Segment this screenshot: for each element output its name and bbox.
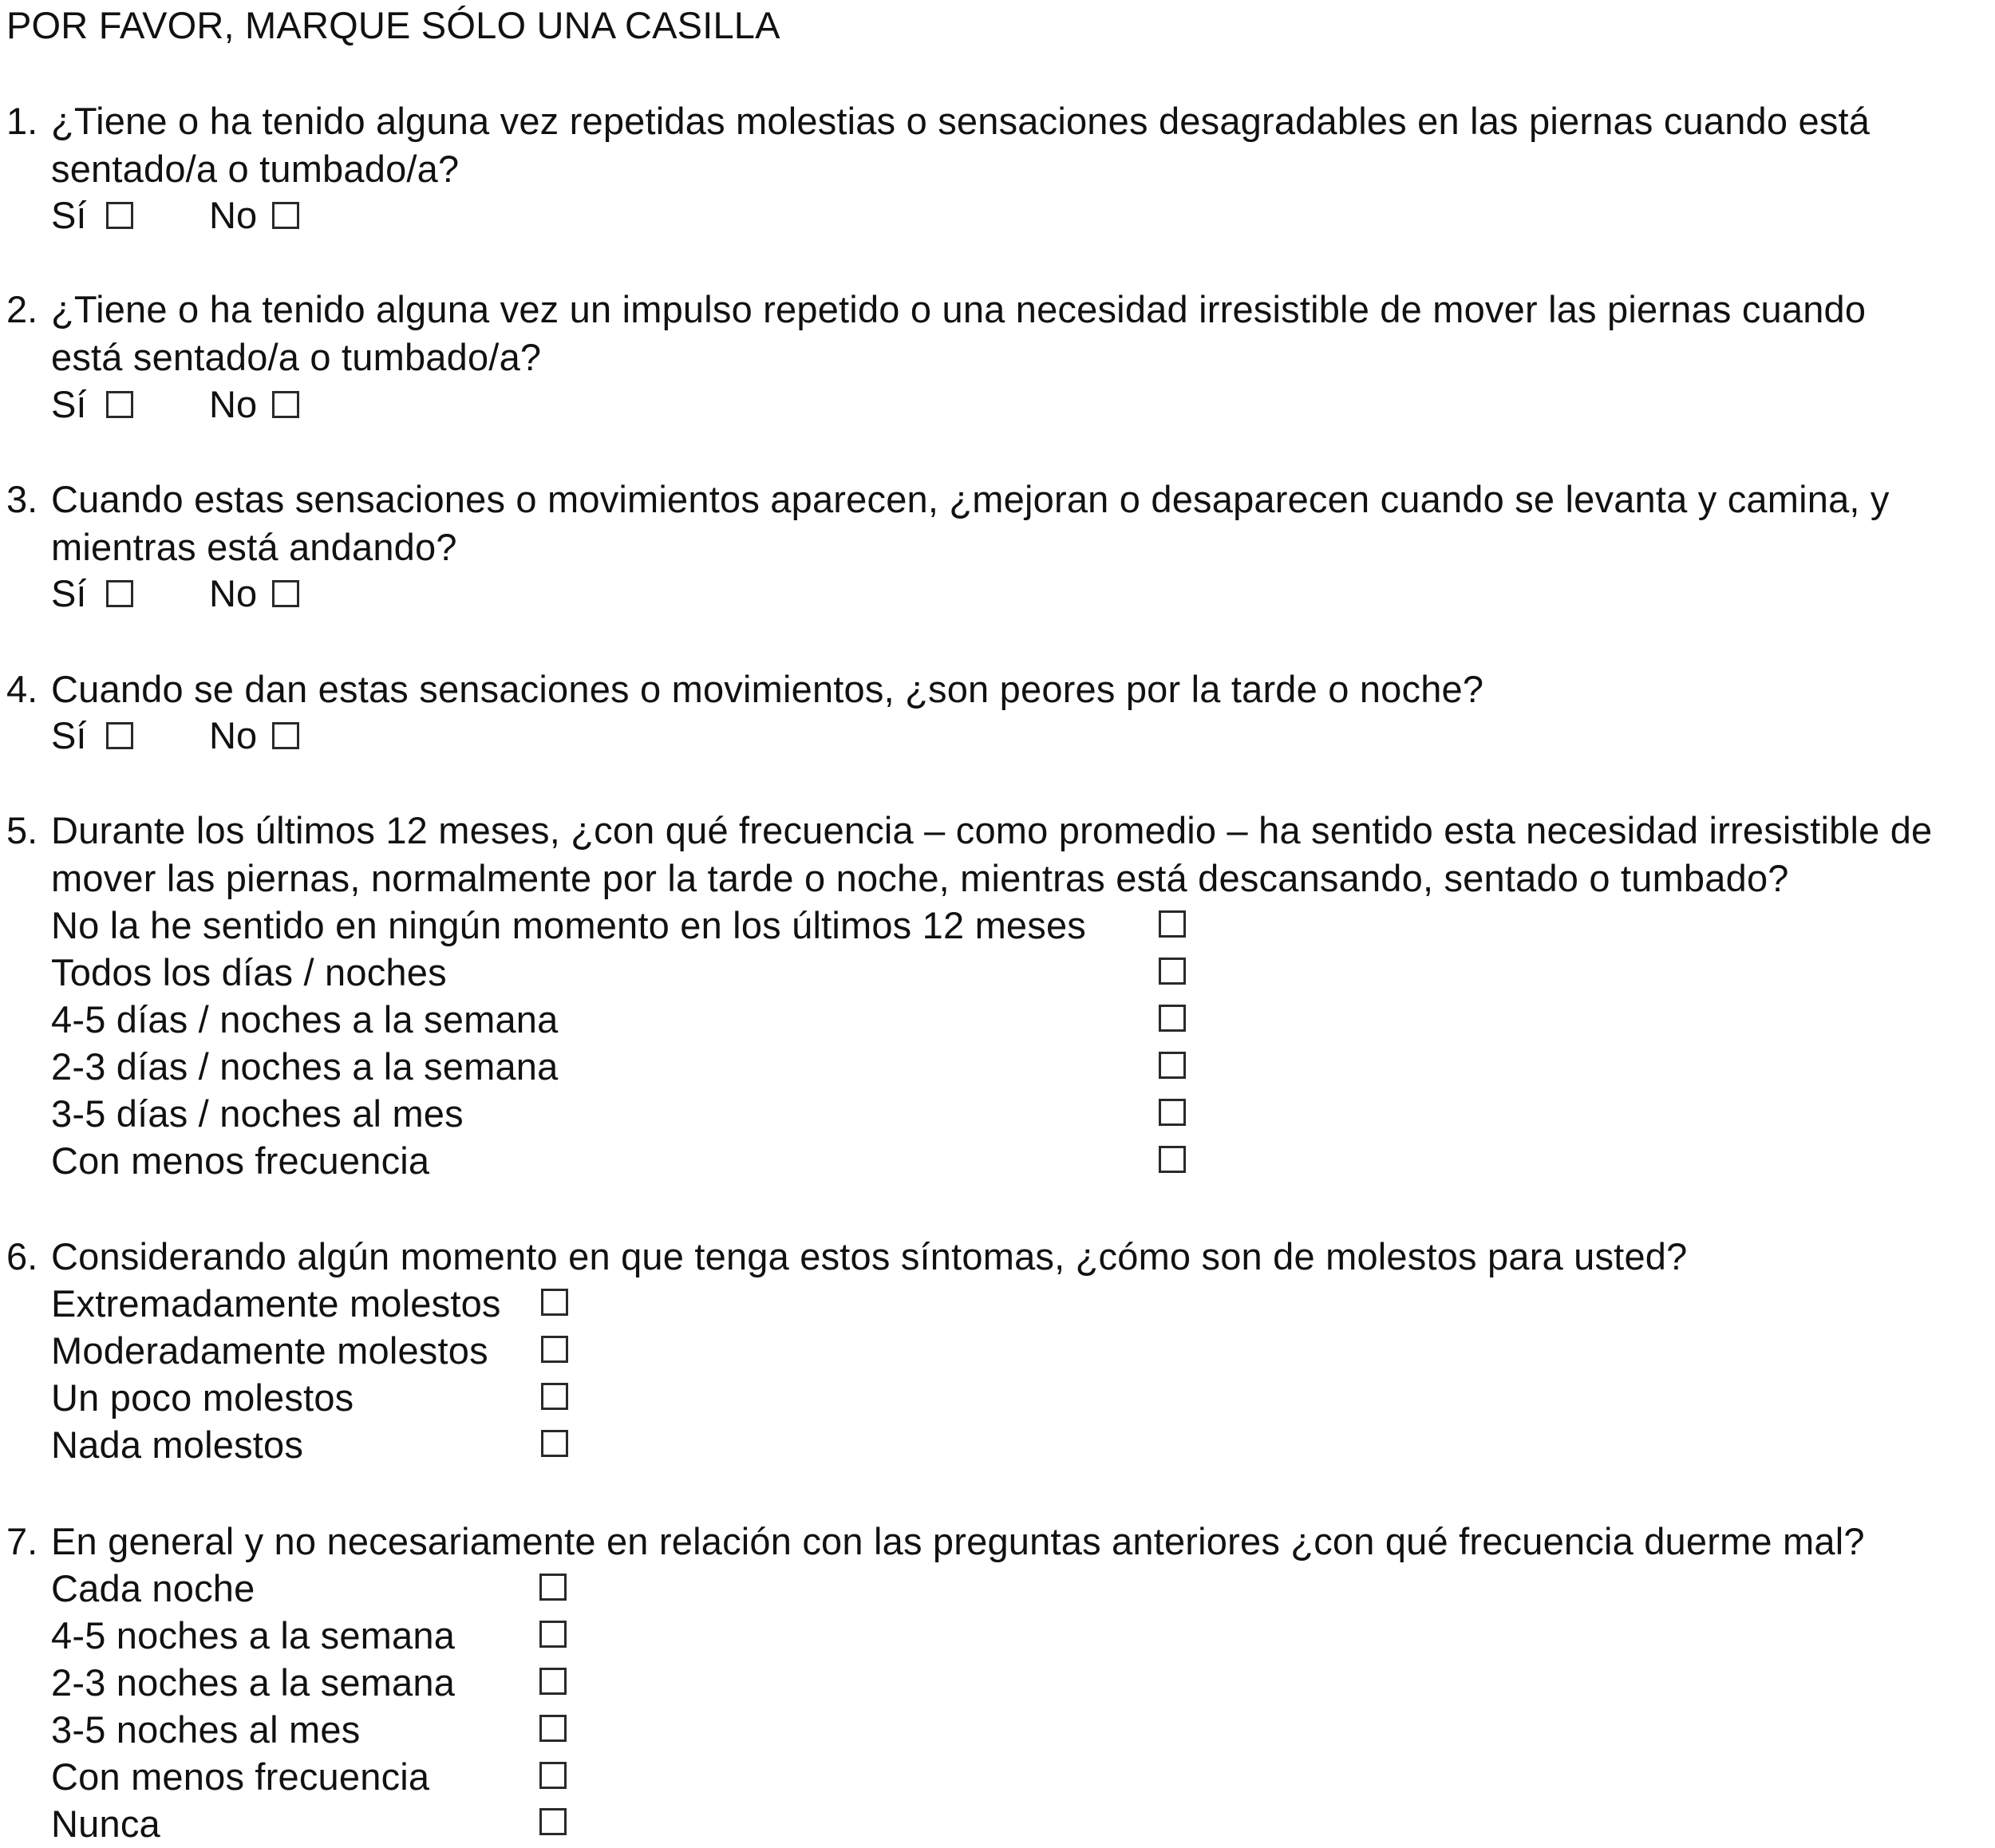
- yes-label: Sí: [51, 194, 87, 236]
- option-checkbox[interactable]: [1159, 958, 1186, 985]
- option-checkbox[interactable]: [541, 1430, 568, 1457]
- option-label: 4-5 días / noches a la semana: [51, 998, 559, 1040]
- option-checkbox[interactable]: [539, 1621, 567, 1648]
- option-label: Extremadamente molestos: [51, 1282, 501, 1325]
- question-number: 4.: [6, 668, 38, 710]
- option-label: 3-5 días / noches al mes: [51, 1092, 464, 1135]
- option-checkbox[interactable]: [541, 1336, 568, 1363]
- question-number: 7.: [6, 1520, 38, 1562]
- option-checkbox[interactable]: [1159, 1005, 1186, 1032]
- yes-checkbox[interactable]: [106, 580, 133, 607]
- option-label: 3-5 noches al mes: [51, 1708, 361, 1751]
- option-label: Nunca: [51, 1803, 160, 1845]
- no-label: No: [209, 194, 258, 236]
- question-text-line: está sentado/a o tumbado/a?: [51, 336, 542, 378]
- question-number: 1.: [6, 100, 38, 142]
- instruction-heading: POR FAVOR, MARQUE SÓLO UNA CASILLA: [6, 4, 780, 46]
- option-label: Moderadamente molestos: [51, 1329, 488, 1372]
- question-text-line: En general y no necesariamente en relación con las preguntas anteriores ¿con qué frecuencia duerme mal?: [51, 1520, 1865, 1562]
- option-checkbox[interactable]: [541, 1289, 568, 1316]
- question-number: 5.: [6, 809, 38, 851]
- no-checkbox[interactable]: [272, 391, 299, 418]
- option-label: Con menos frecuencia: [51, 1139, 430, 1182]
- option-checkbox[interactable]: [1159, 1052, 1186, 1079]
- no-checkbox[interactable]: [272, 580, 299, 607]
- question-text-line: ¿Tiene o ha tenido alguna vez un impulso repetido o una necesidad irresistible de mover las piernas cuando: [51, 288, 1867, 330]
- question-text-line: Cuando se dan estas sensaciones o movimientos, ¿son peores por la tarde o noche?: [51, 668, 1484, 710]
- yes-label: Sí: [51, 714, 87, 756]
- yes-checkbox[interactable]: [106, 722, 133, 749]
- option-checkbox[interactable]: [539, 1715, 567, 1742]
- option-label: 4-5 noches a la semana: [51, 1614, 456, 1656]
- option-checkbox[interactable]: [1159, 910, 1186, 938]
- question-text-line: mientras está andando?: [51, 526, 457, 568]
- option-label: No la he sentido en ningún momento en los últimos 12 meses: [51, 904, 1087, 946]
- question-text-line: sentado/a o tumbado/a?: [51, 148, 460, 190]
- no-checkbox[interactable]: [272, 202, 299, 229]
- yes-label: Sí: [51, 383, 87, 425]
- option-checkbox[interactable]: [1159, 1146, 1186, 1173]
- option-label: Nada molestos: [51, 1424, 304, 1466]
- question-text-line: Considerando algún momento en que tenga estos síntomas, ¿cómo son de molestos para usted?: [51, 1235, 1688, 1277]
- option-checkbox[interactable]: [539, 1808, 567, 1835]
- question-text-line: ¿Tiene o ha tenido alguna vez repetidas molestias o sensaciones desagradables en las piernas cuando está: [51, 100, 1871, 142]
- question-number: 3.: [6, 478, 38, 520]
- no-label: No: [209, 383, 258, 425]
- question-text-line: Cuando estas sensaciones o movimientos aparecen, ¿mejoran o desaparecen cuando se levanta y camina, y: [51, 478, 1890, 520]
- option-checkbox[interactable]: [541, 1383, 568, 1410]
- yes-label: Sí: [51, 572, 87, 614]
- question-number: 6.: [6, 1235, 38, 1277]
- no-label: No: [209, 572, 258, 614]
- option-label: 2-3 días / noches a la semana: [51, 1045, 559, 1088]
- no-label: No: [209, 714, 258, 756]
- option-checkbox[interactable]: [539, 1574, 567, 1601]
- question-text-line: mover las piernas, normalmente por la tarde o noche, mientras está descansando, sentado o tumbado?: [51, 857, 1789, 899]
- no-checkbox[interactable]: [272, 722, 299, 749]
- option-label: 2-3 noches a la semana: [51, 1661, 456, 1704]
- option-label: Todos los días / noches: [51, 951, 447, 993]
- option-label: Un poco molestos: [51, 1376, 354, 1419]
- yes-checkbox[interactable]: [106, 391, 133, 418]
- question-text-line: Durante los últimos 12 meses, ¿con qué frecuencia – como promedio – ha sentido esta necesidad irresistible de: [51, 809, 1933, 851]
- option-checkbox[interactable]: [539, 1668, 567, 1695]
- question-number: 2.: [6, 288, 38, 330]
- option-checkbox[interactable]: [1159, 1099, 1186, 1126]
- option-checkbox[interactable]: [539, 1762, 567, 1789]
- yes-checkbox[interactable]: [106, 202, 133, 229]
- option-label: Con menos frecuencia: [51, 1755, 430, 1798]
- option-label: Cada noche: [51, 1567, 255, 1609]
